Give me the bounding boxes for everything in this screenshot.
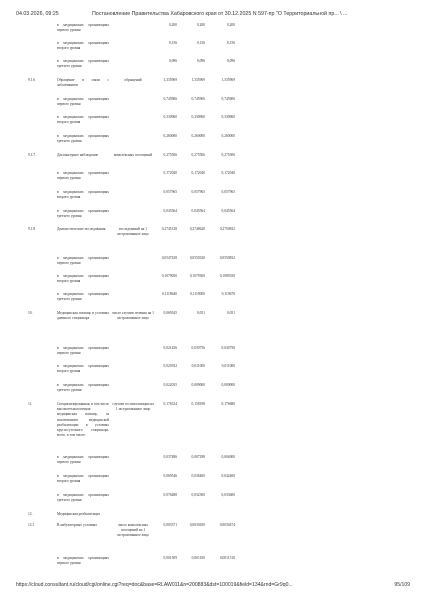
row-number: 10. <box>28 311 33 315</box>
row-number: 11. <box>28 402 33 406</box>
value-year-2: 0,011000 <box>191 364 205 368</box>
row-number: 12. <box>28 512 33 516</box>
row-indicator: в медицинских организациях третьего уровня <box>57 59 109 69</box>
value-year-1: 0,176524 <box>163 402 177 406</box>
value-year-3: 0,011000 <box>221 364 235 368</box>
row-indicator: в медицинских организациях второго уровня <box>57 474 109 484</box>
value-year-3: 0,0550832 <box>219 256 235 260</box>
row-indicator: Диспансерное наблюдение <box>57 153 99 157</box>
value-year-1: 0,076488 <box>163 493 177 497</box>
value-year-2: 0,172040 <box>191 171 205 175</box>
value-year-1: 0,1079050 <box>161 274 177 278</box>
value-year-2: 0,745906 <box>191 97 205 101</box>
row-unit: число случаев лечения на 1 застрахованное лицо <box>112 311 154 321</box>
value-year-1: 0,096 <box>168 59 177 63</box>
row-indicator: в медицинских организациях второго уровня <box>57 41 109 51</box>
print-datetime: 04.03.2026, 09:25 <box>16 11 59 17</box>
value-year-3: 0,119670 <box>221 292 235 296</box>
value-year-3: 0,045564 <box>221 209 235 213</box>
value-year-1: 0,172040 <box>163 171 177 175</box>
value-year-3: 0,051 <box>226 311 235 315</box>
value-year-1: 0,2745128 <box>161 227 177 231</box>
row-unit: случаев госпитализации на 1 застрахованное лицо <box>112 402 154 412</box>
row-indicator: в медицинских организациях третьего уровня <box>57 383 109 393</box>
row-indicator: в медицинских организациях третьего уровня <box>57 134 109 144</box>
value-year-1: 0,069345 <box>163 311 177 315</box>
value-year-1: 0,260000 <box>163 134 177 138</box>
value-year-2: 1,335969 <box>191 78 205 82</box>
value-year-2: 0,007298 <box>191 455 205 459</box>
source-url: https://cloud.consultant.ru/cloud/cgi/online.cgi?req=doc&base=RLAW011&n=200883&dst=100019&field=134&rnd=Gr9q0... <box>16 582 293 588</box>
row-indicator: в медицинских организациях второго уровня <box>57 364 109 374</box>
row-indicator: в медицинских организациях третьего уровня <box>57 209 109 219</box>
row-unit: комплексных посещений <box>113 153 153 157</box>
row-indicator: В амбулаторных условиях <box>57 523 97 527</box>
value-year-2: 0,096 <box>196 59 205 63</box>
document-title: Постановление Правительства Хабаровского края от 30.12.2025 N 597-пр "О Территориальной пр... \ ... <box>92 11 348 17</box>
value-year-2: 0,051 <box>196 311 205 315</box>
row-indicator: в медицинских организациях второго уровня <box>57 274 109 284</box>
row-indicator: Обращение в связи с заболеванием <box>57 78 109 88</box>
value-year-3: 0,745906 <box>221 97 235 101</box>
value-year-1: 0,069546 <box>163 474 177 478</box>
value-year-2: 0,030756 <box>191 346 205 350</box>
value-year-3: 0,260000 <box>221 134 235 138</box>
value-year-1: 0,156 <box>168 41 177 45</box>
value-year-1: 0,330960 <box>163 115 177 119</box>
value-year-1: 0,0547438 <box>161 256 177 260</box>
value-year-3: 0,004000 <box>221 455 235 459</box>
value-year-2: 0,036400 <box>191 474 205 478</box>
value-year-1: 0,025932 <box>163 364 177 368</box>
value-year-1: 0,057965 <box>163 190 177 194</box>
row-indicator: в медицинских организациях первого уровня <box>57 455 109 465</box>
row-indicator: в медицинских организациях второго уровня <box>57 115 109 125</box>
row-indicator: Специализированная, в том числе высокотехнологичная медицинская помощь, за исключением медицинской реабилитации в условиях круглосуточного стационара, всего, в том числе: <box>57 402 109 438</box>
value-year-1: 0,003371 <box>163 523 177 527</box>
value-year-3: 0,1080350 <box>219 274 235 278</box>
value-year-1: 0,200 <box>168 23 177 27</box>
value-year-1: 0,022035 <box>163 383 177 387</box>
value-year-3: 0,172040 <box>221 171 235 175</box>
row-unit: исследований на 1 застрахованное лицо <box>117 227 149 237</box>
value-year-3: 0,096 <box>226 59 235 63</box>
value-year-3: 0,033600 <box>221 493 235 497</box>
value-year-3: 0,0011510 <box>219 556 235 560</box>
value-year-2: 0,275506 <box>191 153 205 157</box>
value-year-2: 0,158198 <box>191 402 205 406</box>
page-number: 95/109 <box>394 582 410 588</box>
row-indicator: в медицинских организациях первого уровня <box>57 556 109 566</box>
row-number: 9.1.6 <box>28 78 36 82</box>
value-year-3: 0,009000 <box>221 383 235 387</box>
row-number: 9.1.8 <box>28 227 36 231</box>
value-year-3: 0,176680 <box>221 402 235 406</box>
row-indicator: в медицинских организациях первого уровня <box>57 171 109 181</box>
row-indicator: в медицинских организациях второго уровня <box>57 190 109 200</box>
row-indicator: Медицинская помощь в условиях дневного стационара <box>57 311 109 321</box>
page-footer <box>16 582 412 592</box>
value-year-3: 0,030756 <box>221 346 235 350</box>
row-number: 9.1.7. <box>28 153 37 157</box>
value-year-3: 0,057965 <box>221 190 235 194</box>
value-year-2: 0,260000 <box>191 134 205 138</box>
value-year-2: 0,0550320 <box>189 256 205 260</box>
row-indicator: в медицинских организациях третьего уровня <box>57 493 109 503</box>
row-unit: число комплексных посещений на 1 застрахованное лицо <box>117 523 149 538</box>
value-year-1: 0,037486 <box>163 455 177 459</box>
row-indicator: Диагностические исследования <box>57 227 106 231</box>
value-year-2: 0,1119000 <box>189 292 205 296</box>
row-indicator: в медицинских организациях первого уровня <box>57 23 109 33</box>
value-year-3: 1,335969 <box>221 78 235 82</box>
value-year-3: 0,330960 <box>221 115 235 119</box>
row-unit: обращений <box>124 78 142 82</box>
value-year-1: 0,045564 <box>163 209 177 213</box>
value-year-2: 0,1079300 <box>189 274 205 278</box>
value-year-2: 0,2748620 <box>189 227 205 231</box>
value-year-3: 0,2750832 <box>219 227 235 231</box>
value-year-2: 0,0035650 <box>189 523 205 527</box>
value-year-1: 0,745906 <box>163 97 177 101</box>
row-indicator: в медицинских организациях первого уровня <box>57 97 109 107</box>
row-indicator: Медицинская реабилитация <box>57 512 100 516</box>
row-indicator: в медицинских организациях первого уровня <box>57 346 109 356</box>
row-indicator: в медицинских организациях третьего уровня <box>57 292 109 302</box>
value-year-2: 0,032300 <box>191 493 205 497</box>
value-year-1: 1,335969 <box>163 78 177 82</box>
value-year-3: 0,200 <box>226 23 235 27</box>
value-year-2: 0,200 <box>196 23 205 27</box>
value-year-1: 0,021456 <box>163 346 177 350</box>
value-year-2: 0,330960 <box>191 115 205 119</box>
row-indicator: в медицинских организациях первого уровня <box>57 256 109 266</box>
value-year-3: 0,042400 <box>221 474 235 478</box>
value-year-1: 0,1118640 <box>161 292 177 296</box>
value-year-1: 0,001509 <box>163 556 177 560</box>
value-year-2: 0,156 <box>196 41 205 45</box>
value-year-2: 0,001100 <box>191 556 205 560</box>
value-year-1: 0,275506 <box>163 153 177 157</box>
value-year-3: 0,275506 <box>221 153 235 157</box>
value-year-3: 0,0030474 <box>219 523 235 527</box>
value-year-3: 0,156 <box>226 41 235 45</box>
value-year-2: 0,009000 <box>191 383 205 387</box>
value-year-2: 0,045564 <box>191 209 205 213</box>
row-number: 12.1 <box>28 523 35 527</box>
value-year-2: 0,057965 <box>191 190 205 194</box>
